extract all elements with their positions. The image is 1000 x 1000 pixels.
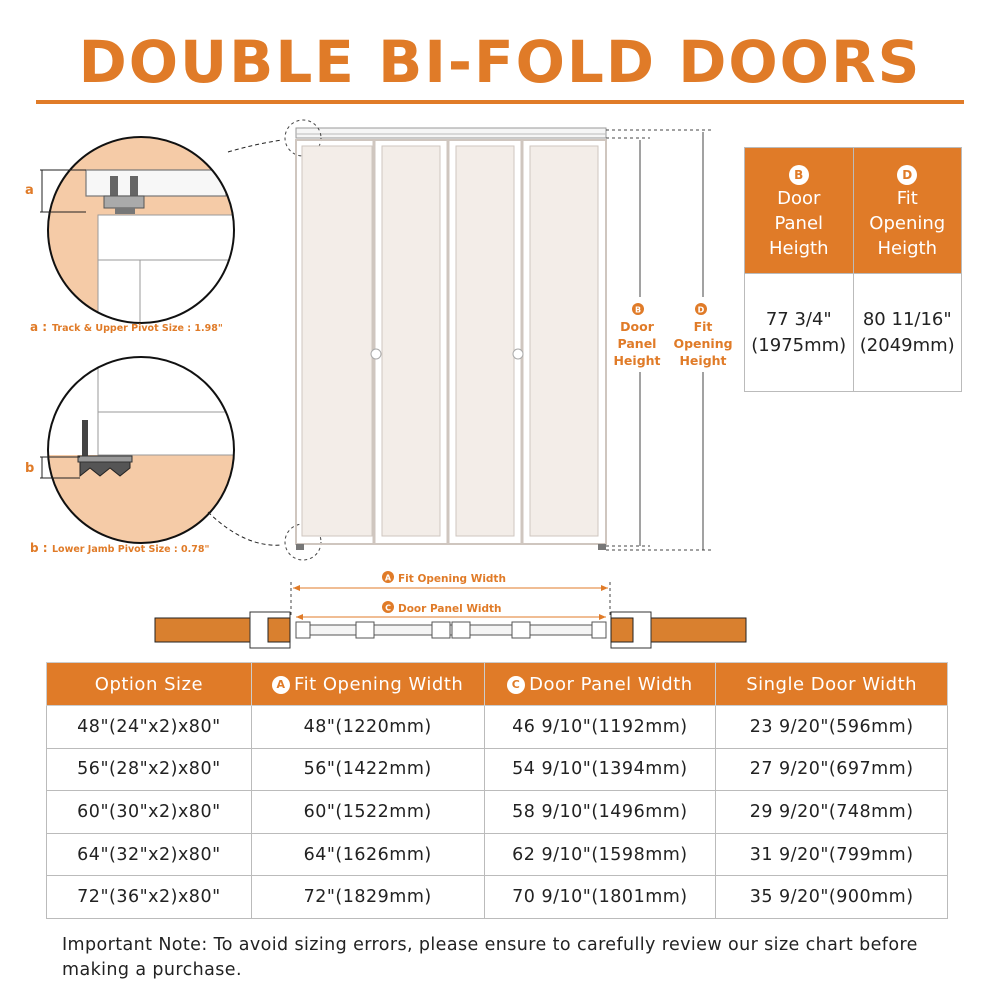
header-text: Door Panel Width: [529, 673, 693, 695]
value-line: (1975mm): [751, 334, 847, 356]
header-fit-opening-width: [251, 663, 484, 706]
label-door-panel-height-3: Height: [613, 353, 661, 368]
cell-single: 27 9/20"(697mm): [716, 748, 948, 791]
label-fit-opening-height-2: Opening: [673, 336, 733, 351]
table-row: [47, 706, 948, 749]
cell-panel: 54 9/10"(1394mm): [484, 748, 716, 791]
header-text: Heigth: [877, 237, 937, 259]
cell-single: 29 9/20"(748mm): [716, 791, 948, 834]
cell-panel: 58 9/10"(1496mm): [484, 791, 716, 834]
cell-fit: 60"(1522mm): [251, 791, 484, 834]
badge-d-header: D: [897, 165, 917, 185]
callout-b-letter: b: [25, 461, 35, 476]
badge-c-header: C: [507, 676, 525, 694]
cell-single: 35 9/20"(900mm): [716, 876, 948, 919]
height-dimensions: [606, 130, 733, 550]
header-single-door-width: Single Door Width: [716, 663, 948, 706]
value-line: 77 3/4": [765, 308, 832, 330]
header-text: Opening: [869, 212, 946, 234]
cell-single: 23 9/20"(596mm): [716, 706, 948, 749]
header-text: Panel: [774, 212, 824, 234]
cell-single: 31 9/20"(799mm): [716, 833, 948, 876]
cell-option: 64"(32"x2)x80": [47, 833, 252, 876]
header-text: Fit: [896, 187, 918, 209]
cell-option: 60"(30"x2)x80": [47, 791, 252, 834]
page-title: DOUBLE BI-FOLD DOORS: [78, 28, 922, 96]
badge-b-header: B: [789, 165, 809, 185]
height-col-fit-opening: [853, 148, 962, 274]
door-panel-height-value: [745, 274, 854, 392]
badge-a-header: A: [272, 676, 290, 694]
cell-option: 48"(24"x2)x80": [47, 706, 252, 749]
badge-a: A: [384, 573, 392, 583]
header-text: Door: [777, 187, 821, 209]
label-fit-opening-width: Fit Opening Width: [398, 573, 506, 585]
header-door-panel-width: [484, 663, 716, 706]
badge-d: D: [697, 305, 705, 315]
cell-fit: 64"(1626mm): [251, 833, 484, 876]
header-text: Heigth: [768, 237, 829, 259]
size-table: [46, 662, 948, 919]
cell-panel: 46 9/10"(1192mm): [484, 706, 716, 749]
height-col-door-panel: [745, 148, 854, 274]
important-note: Important Note: To avoid sizing errors, please ensure to carefully review our size chart before making a purchase.: [62, 935, 918, 980]
title-underline: [36, 100, 964, 104]
cell-fit: 48"(1220mm): [251, 706, 484, 749]
height-table: [744, 147, 962, 392]
label-door-panel-height-1: Door: [620, 319, 654, 334]
cell-option: 72"(36"x2)x80": [47, 876, 252, 919]
label-door-panel-height-2: Panel: [617, 336, 657, 351]
label-door-panel-width: Door Panel Width: [398, 603, 502, 615]
callout-b-caption: Lower Jamb Pivot Size : 0.78": [52, 544, 210, 555]
width-dimensions: [155, 571, 746, 648]
lower-pivot-detail: [25, 350, 282, 555]
callout-a-caption: Track & Upper Pivot Size : 1.98": [52, 323, 223, 334]
badge-c: C: [385, 603, 391, 613]
fit-opening-height-value: [853, 274, 962, 392]
door-elevation: [285, 120, 606, 560]
label-fit-opening-height-3: Height: [679, 353, 727, 368]
table-row: [47, 748, 948, 791]
value-line: (2049mm): [859, 334, 955, 356]
header-text: Fit Opening Width: [294, 673, 464, 695]
upper-pivot-detail: [25, 130, 282, 334]
callout-b-prefix: b :: [30, 541, 48, 555]
cell-fit: 56"(1422mm): [251, 748, 484, 791]
callout-a-prefix: a :: [30, 320, 48, 334]
cell-panel: 70 9/10"(1801mm): [484, 876, 716, 919]
badge-b: B: [634, 305, 642, 315]
callout-a-letter: a: [25, 183, 34, 198]
table-row: [47, 833, 948, 876]
cell-panel: 62 9/10"(1598mm): [484, 833, 716, 876]
header-option-size: Option Size: [47, 663, 252, 706]
cell-option: 56"(28"x2)x80": [47, 748, 252, 791]
cell-fit: 72"(1829mm): [251, 876, 484, 919]
table-row: [47, 791, 948, 834]
value-line: 80 11/16": [862, 308, 952, 330]
table-row: [47, 876, 948, 919]
label-fit-opening-height-1: Fit: [693, 319, 713, 334]
